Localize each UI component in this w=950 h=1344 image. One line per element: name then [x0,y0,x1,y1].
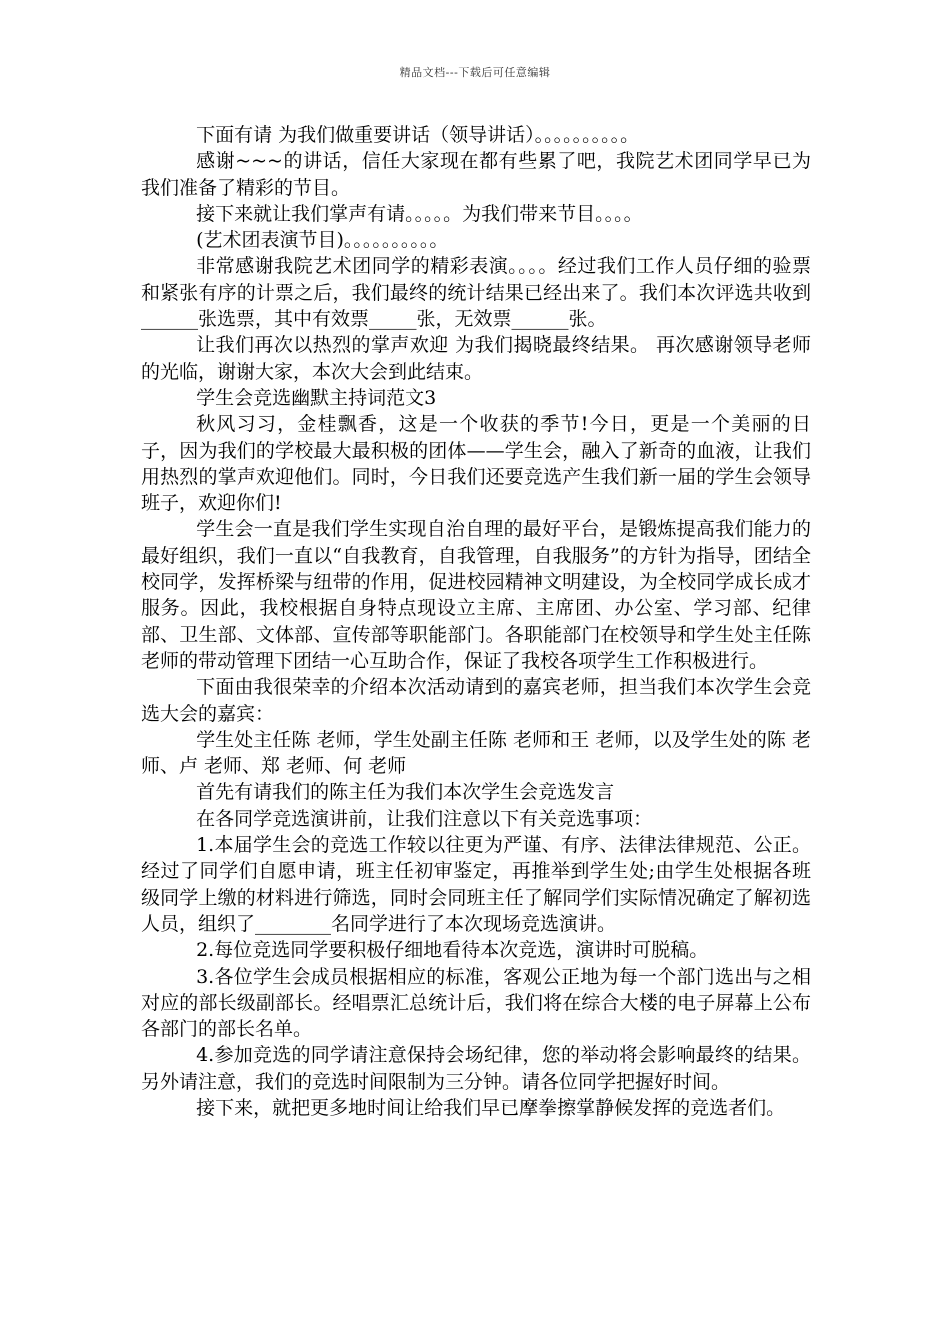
paragraph: 接下来就让我们掌声有请。。。。。为我们带来节目。。。。 [196,202,643,225]
paragraph: 让我们再次以热烈的掌声欢迎 为我们揭晓最终结果。 再次感谢领导老师的光临，谢谢大家，本次大会到此结束。 [141,334,811,383]
section-heading: 学生会竞选幽默主持词范文3 [196,386,437,409]
list-item: 3.各位学生会成员根据相应的标准，客观公正地为每一个部门选出与之相对应的部长级副部长。经唱票汇总统计后，我们将在综合大楼的电子屏幕上公布各部门的部长名单。 [141,965,811,1041]
page-header: 精品文档---下载后可任意编辑 [399,66,551,79]
list-item: 4.参加竞选的同学请注意保持会场纪律，您的举动将会影响最终的结果。另外请注意，我们的竞选时间限制为三分钟。请各位同学把握好时间。 [141,1044,811,1093]
paragraph: 非常感谢我院艺术团同学的精彩表演。。。。经过我们工作人员仔细的验票和紧张有序的计票之后，我们最终的统计结果已经出来了。我们本次评选共收到______张选票，其中有效票_____张，无效票______张。 [141,255,811,331]
paragraph: 首先有请我们的陈主任为我们本次学生会竞选发言 [196,781,615,804]
paragraph: 秋风习习，金桂飘香，这是一个收获的季节!今日，更是一个美丽的日子，因为我们的学校最大最积极的团体——学生会，融入了新奇的血液，让我们用热烈的掌声欢迎他们。同时，今日我们还要竞选产生我们新一届的学生会领导班子，欢迎你们! [141,413,811,515]
list-item: 2.每位竞选同学要积极仔细地看待本次竞选，演讲时可脱稿。 [196,939,709,962]
paragraph: 下面由我很荣幸的介绍本次活动请到的嘉宾老师，担当我们本次学生会竞选大会的嘉宾： [141,676,811,725]
paragraph: 接下来，就把更多地时间让给我们早已摩拳擦掌静候发挥的竞选者们。 [196,1096,786,1119]
paragraph: 感谢~~~的讲话，信任大家现在都有些累了吧，我院艺术团同学早已为我们准备了精彩的节目。 [141,150,811,199]
paragraph: 下面有请 为我们做重要讲话（领导讲话）。。。。。。。。。。 [196,124,640,146]
paragraph: 学生处主任陈 老师，学生处副主任陈 老师和王 老师，以及学生处的陈 老师、卢 老师、郑 老师、何 老师 [141,728,811,778]
paragraph: 学生会一直是我们学生实现自治自理的最好平台，是锻炼提高我们能力的最好组织，我们一直以“自我教育，自我管理，自我服务”的方针为指导，团结全校同学，发挥桥梁与纽带的作用，促进校园精神文明建设，为全校同学成长成才服务。因此，我校根据自身特点现设立主席、主席团、办公室、学习部、纪律部、卫生部、文体部、宣传部等职能部门。各职能部门在校领导和学生处主任陈老师的带动管理下团结一心互助合作，保证了我校各项学生工作积极进行。 [141,518,811,672]
paragraph: 在各同学竞选演讲前，让我们注意以下有关竞选事项： [196,807,653,830]
paragraph: (艺术团表演节目)。。。。。。。。。。 [196,229,449,252]
document-body [141,122,811,1121]
list-item: 1.本届学生会的竞选工作较以往更为严谨、有序、法律法律规范、公正。经过了同学们自愿申请，班主任初审鉴定，再推举到学生处;由学生处根据各班级同学上缴的材料进行筛选，同时会同班主任了解同学们实际情况确定了解初选人员，组织了________名同学进行了本次现场竞选演讲。 [141,834,811,935]
